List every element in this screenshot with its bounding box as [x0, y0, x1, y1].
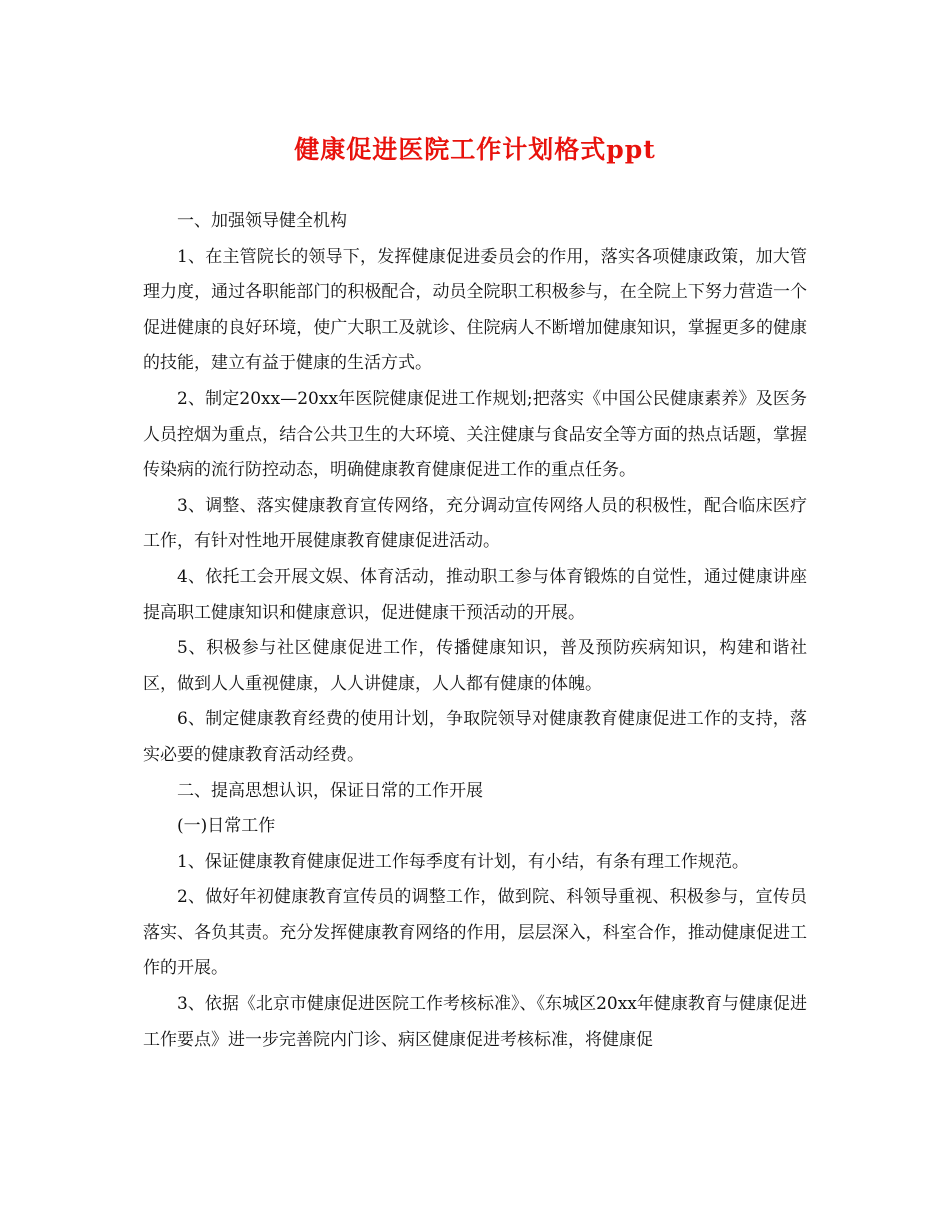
document-title: 健康促进医院工作计划格式ppt — [294, 135, 656, 164]
paragraph-item-2: 2、制定20xx—20xx年医院健康促进工作规划;把落实《中国公民健康素养》及医务人员控烟为重点，结合公共卫生的大环境、关注健康与食品安全等方面的热点话题，掌握传染病的流行防控动态，明确健康教育健康促进工作的重点任务。 — [143, 388, 807, 481]
paragraph-item-9: 3、依据《北京市健康促进医院工作考核标准》、《东城区20xx年健康教育与健康促进工作要点》进一步完善院内门诊、病区健康促进考核标准，将健康促 — [143, 994, 807, 1050]
paragraph-item-8: 2、做好年初健康教育宣传员的调整工作，做到院、科领导重视、积极参与，宣传员落实、各负其责。充分发挥健康教育网络的作用，层层深入，科室合作，推动健康促进工作的开展。 — [143, 887, 807, 979]
section-heading-2: 二、提高思想认识，保证日常的工作开展 — [177, 780, 483, 801]
paragraph-item-7: 1、保证健康教育健康促进工作每季度有计划，有小结，有条有理工作规范。 — [177, 851, 749, 872]
paragraph-item-4: 4、依托工会开展文娱、体育活动，推动职工参与体育锻炼的自觉性，通过健康讲座提高职工健康知识和健康意识，促进健康干预活动的开展。 — [143, 566, 807, 623]
paragraph-item-3: 3、调整、落实健康教育宣传网络，充分调动宣传网络人员的积极性，配合临床医疗工作，有针对性地开展健康教育健康促进活动。 — [143, 495, 807, 552]
paragraph-item-6: 6、制定健康教育经费的使用计划，争取院领导对健康教育健康促进工作的支持，落实必要的健康教育活动经费。 — [143, 709, 807, 765]
document-body — [143, 204, 807, 1058]
paragraph-item-5: 5、积极参与社区健康促进工作，传播健康知识，普及预防疾病知识，构建和谐社区，做到人人重视健康，人人讲健康，人人都有健康的体魄。 — [143, 638, 807, 694]
section-heading-1: 一、加强领导健全机构 — [177, 211, 347, 231]
subsection-heading: (一)日常工作 — [177, 816, 276, 837]
paragraph-item-1: 1、在主管院长的领导下，发挥健康促进委员会的作用，落实各项健康政策，加大管理力度，通过各职能部门的积极配合，动员全院职工积极参与，在全院上下努力营造一个促进健康的良好环境，使广大职工及就诊、住院病人不断增加健康知识，掌握更多的健康的技能，建立有益于健康的生活方式。 — [143, 246, 807, 374]
